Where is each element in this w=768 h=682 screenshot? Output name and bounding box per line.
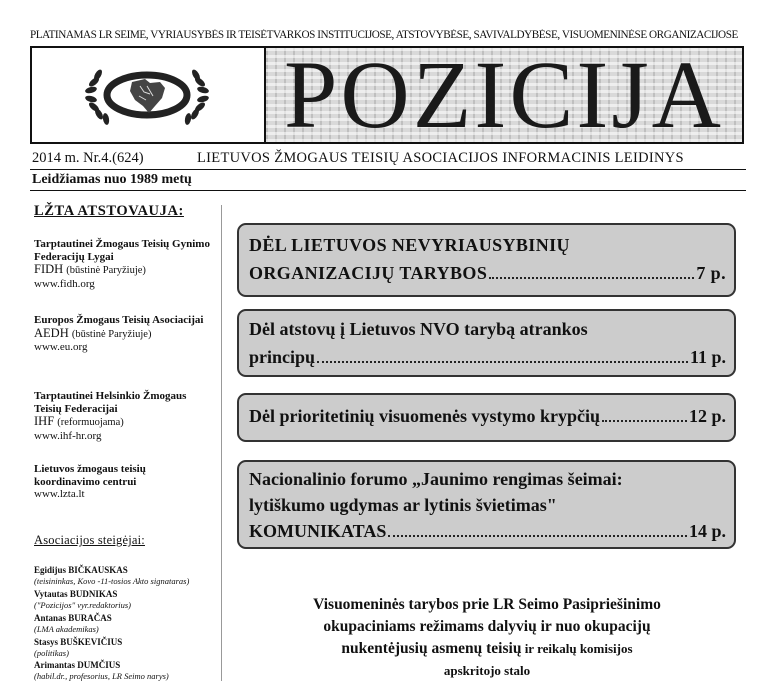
founder-name: Arimantas DUMČIUS: [34, 660, 121, 670]
round-table-heading: Visuomeninės tarybos prie LR Seimo Pasipriešinimo okupaciniams režimams dalyvių ir nuo okupacijų nukentėjusių asmenų teisių ir reikalų komisijos apskritojo stalo: [313, 596, 661, 678]
dot-leader: [602, 419, 687, 422]
org-entry-fidh: [34, 238, 214, 290]
founder-name: Vytautas BUDNIKAS: [34, 589, 118, 599]
founder-entry: [34, 613, 224, 634]
org-url[interactable]: www.fidh.org: [34, 277, 95, 290]
distribution-line: PLATINAMAS LR SEIME, VYRIAUSYBĖS IR TEISĖTVARKOS INSTITUCIJOSE, ATSTOVYBĖSE, SAVIVALDYBĖSE, VISUOMENINĖSE ORGANIZACIJOSE: [30, 29, 738, 41]
founder-role: (teisininkas, Kovo -11-tosios Akto signataras): [34, 575, 190, 586]
masthead-title: POZICIJA: [283, 46, 724, 144]
page-number: 14 p.: [688, 521, 726, 541]
dot-leader: [388, 534, 687, 537]
founder-entry: [34, 589, 224, 610]
page-number: 12 p.: [688, 406, 726, 426]
published-since: Leidžiamas nuo 1989 metų: [32, 172, 192, 187]
founder-role: (habil.dr., profesorius, LR Seimo narys): [34, 670, 169, 681]
sidebar-heading: LŽTA ATSTOVAUJA:: [34, 203, 184, 219]
publisher-line: LIETUVOS ŽMOGAUS TEISIŲ ASOCIACIJOS INFORMACINIS LEIDINYS: [197, 150, 684, 166]
page-number: 11 p.: [689, 347, 726, 367]
org-name: Europos Žmogaus Teisių Asociacijai: [34, 314, 204, 326]
contents-line: KOMUNIKATAS: [249, 521, 387, 541]
laurel-emblem-icon: [32, 48, 262, 142]
founder-entry: [34, 565, 224, 586]
org-abbr: IHF: [34, 414, 55, 428]
org-name: Tarptautinei Žmogaus Teisių Gynimo Federacijų Lygai: [34, 238, 210, 263]
contents-item-priorities[interactable]: [237, 393, 736, 442]
org-name: Tarptautinei Helsinkio Žmogaus Teisių Federacijai: [34, 390, 187, 415]
divider: [30, 190, 746, 191]
contents-line: Dėl prioritetinių visuomenės vystymo krypčių: [249, 406, 600, 426]
contents-line: ORGANIZACIJŲ TARYBOS: [249, 263, 488, 283]
dot-leader: [317, 360, 688, 363]
org-abbr: AEDH: [34, 325, 69, 340]
founders-heading: Asociacijos steigėjai:: [34, 533, 145, 547]
org-note: (būstinė Paryžiuje): [66, 265, 146, 276]
founder-role: (LMA akademikas): [34, 623, 99, 634]
org-name: Lietuvos žmogaus teisių koordinavimo centrui: [34, 463, 146, 488]
contents-line: Dėl atstovų į Lietuvos NVO tarybą atrankos: [249, 319, 588, 339]
contents-line: Nacionalinio forumo „Jaunimo rengimas šeimai:: [249, 469, 623, 489]
org-url[interactable]: www.ihf-hr.org: [34, 429, 102, 442]
dot-leader: [489, 276, 694, 279]
founder-name: Stasys BUŠKEVIČIUS: [34, 637, 123, 647]
founder-name: Egidijus BIČKAUSKAS: [34, 565, 128, 575]
page-number: 7 p.: [696, 263, 726, 283]
title-panel: [264, 48, 742, 142]
founder-role: (politikas): [34, 647, 69, 658]
org-note: (reformuojama): [57, 417, 124, 428]
founder-entry: [34, 637, 224, 658]
founder-name: Antanas BURAČAS: [34, 613, 112, 623]
founder-role: ("Pozicijos" vyr.redaktorius): [34, 599, 132, 610]
contents-line: lytiškumo ugdymas ar lytinis švietimas": [249, 495, 557, 515]
divider: [30, 169, 746, 170]
org-url[interactable]: www.eu.org: [34, 341, 88, 353]
issue-line: [32, 150, 747, 167]
issue-number: 2014 m. Nr.4.(624): [32, 150, 144, 166]
org-entry-lzta: [34, 463, 214, 501]
logo-area: [32, 48, 262, 142]
contents-item-youth-forum[interactable]: [237, 460, 736, 549]
masthead-banner: [30, 46, 744, 144]
org-entry-ihf: [34, 390, 214, 442]
org-url[interactable]: www.lzta.lt: [34, 488, 85, 500]
org-note: (būstinė Paryžiuje): [71, 328, 152, 340]
contents-line: DĖL LIETUVOS NEVYRIAUSYBINIŲ: [249, 235, 570, 255]
contents-item-ngo-representatives[interactable]: [237, 309, 736, 377]
contents-line: principų: [249, 347, 316, 367]
contents-item-ngo-council[interactable]: [237, 223, 736, 297]
org-entry-aedh: [34, 314, 214, 354]
org-abbr: FIDH: [34, 262, 64, 276]
founder-entry: [34, 660, 224, 681]
